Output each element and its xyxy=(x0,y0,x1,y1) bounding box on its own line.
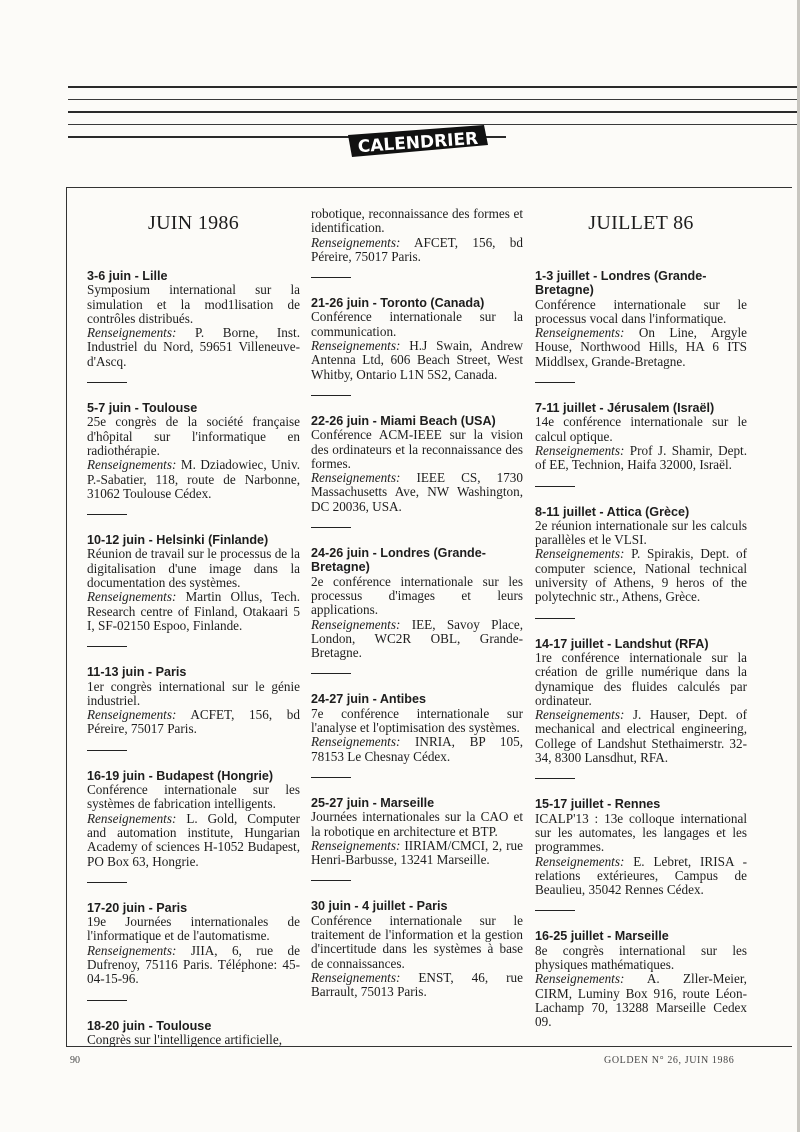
calendar-entry xyxy=(311,546,523,660)
calendar-entry xyxy=(87,901,300,987)
entry-title: 5-7 juin - Toulouse xyxy=(87,401,198,416)
entry-contact xyxy=(87,326,300,369)
entry-description: ICALP'13 : 13e colloque international sur les automates, les langages et les programmes. xyxy=(535,810,747,855)
entry-contact xyxy=(311,339,523,382)
entry-separator xyxy=(311,673,351,674)
entry-title: 24-26 juin - Londres (Grande-Bretagne) xyxy=(311,546,486,575)
entry-description: robotique, reconnaissance des formes et identification. xyxy=(311,206,523,236)
entry-title: 25-27 juin - Marseille xyxy=(311,795,435,810)
entry-contact xyxy=(311,618,523,661)
entry-separator xyxy=(87,882,127,883)
entry-title: 1-3 juillet - Londres (Grande-Bretagne) xyxy=(535,269,707,298)
contact-label: Renseignements: xyxy=(311,234,401,250)
contact-label: Renseignements: xyxy=(87,325,177,341)
entry-contact xyxy=(535,855,747,898)
entry-contact xyxy=(87,944,300,987)
entry-title: 22-26 juin - Miami Beach (USA) xyxy=(311,413,496,428)
entry-description: 7e conférence internationale sur l'analyse et l'optimisation des systèmes. xyxy=(311,705,523,736)
calendar-entry xyxy=(311,692,523,763)
month-heading: JUILLET 86 xyxy=(588,212,694,234)
contact-value: AFCET, 156, bd Péreire, 75017 Paris. xyxy=(311,234,523,264)
entry-contact xyxy=(87,458,300,501)
entry-description: Conférence internationale sur les systèmes de fabrication intelligents. xyxy=(87,782,300,812)
entry-title: 30 juin - 4 juillet - Paris xyxy=(311,899,448,914)
entry-description: Journées internationales sur la CAO et la robotique en architecture et BTP. xyxy=(311,809,523,839)
entry-description: 1er congrès international sur le génie industriel. xyxy=(87,678,300,708)
contact-label: Renseignements: xyxy=(311,969,401,985)
entry-contact xyxy=(87,708,300,737)
entry-description: Congrès sur l'intelligence artificielle, xyxy=(87,1031,282,1047)
contact-value: On Line, Argyle House, Northwood Hills, HA 6 ITS Middlsex, Grande-Bretagne. xyxy=(535,325,747,369)
entry-description: Conférence internationale sur le processus vocal dans l'informatique. xyxy=(535,296,747,326)
contact-label: Renseignements: xyxy=(311,616,401,632)
calendar-entry xyxy=(535,505,747,605)
calendar-entry xyxy=(311,899,523,999)
contact-label: Renseignements: xyxy=(87,589,177,605)
entry-title: 11-13 juin - Paris xyxy=(87,665,187,680)
entry-separator xyxy=(535,778,575,779)
event-list xyxy=(311,207,523,999)
contact-value: M. Dziadowiec, Univ. P.-Sabatier, 118, route de Narbonne, 31062 Toulouse Cédex. xyxy=(87,457,300,501)
calendar-entry xyxy=(87,1019,300,1048)
entry-contact xyxy=(311,735,523,764)
contact-value: L. Gold, Computer and automation institute, Hungarian Academy of sciences H-1052 Budapest, PO Box 63, Hongrie. xyxy=(87,810,300,869)
month-heading: JUIN 1986 xyxy=(147,212,240,234)
entry-title: 18-20 juin - Toulouse xyxy=(87,1018,212,1033)
entry-separator xyxy=(311,395,351,396)
entry-separator xyxy=(535,910,575,911)
entry-description: 14e conférence internationale sur le calcul optique. xyxy=(535,414,747,444)
entry-contact xyxy=(87,812,300,869)
page-number: 90 xyxy=(70,1055,80,1066)
event-list xyxy=(535,269,747,1029)
entry-title: 16-19 juin - Budapest (Hongrie) xyxy=(87,768,274,783)
contact-value: IEE, Savoy Place, London, WC2R OBL, Grande-Bretagne. xyxy=(311,616,524,661)
contact-label: Renseignements: xyxy=(87,457,177,473)
entry-title: 15-17 juillet - Rennes xyxy=(535,797,661,812)
entry-separator xyxy=(535,618,575,619)
entry-separator xyxy=(311,277,351,278)
calendar-entry xyxy=(87,401,300,501)
calendar-entry xyxy=(311,414,523,514)
contact-label: Renseignements: xyxy=(311,734,401,750)
entry-description: 19e Journées internationales de l'informatique et de l'automatisme. xyxy=(87,914,300,944)
calendar-entry xyxy=(535,401,747,472)
entry-separator xyxy=(311,777,351,778)
calendrier-banner xyxy=(342,121,492,161)
entry-contact xyxy=(535,547,747,604)
contact-label: Renseignements: xyxy=(311,837,401,853)
entry-separator xyxy=(87,646,127,647)
contact-label: Renseignements: xyxy=(87,810,177,826)
rule-line xyxy=(68,111,800,113)
column-july xyxy=(535,207,747,1029)
entry-separator xyxy=(87,750,127,751)
publication-footer: GOLDEN N° 26, JUIN 1986 xyxy=(604,1055,735,1066)
calendar-entry xyxy=(87,665,300,736)
contact-label: Renseignements: xyxy=(535,325,625,341)
entry-separator xyxy=(87,382,127,383)
banner-label: CALENDRIER xyxy=(357,128,479,158)
contact-label: Renseignements: xyxy=(535,546,625,562)
rule-line xyxy=(68,99,800,100)
contact-label: Renseignements: xyxy=(311,338,401,354)
contact-value: ENST, 46, rue Barrault, 75013 Paris. xyxy=(311,969,524,1000)
contact-label: Renseignements: xyxy=(87,707,177,723)
contact-value: H.J Swain, Andrew Antenna Ltd, 606 Beach Street, West Whitby, Ontario L1N 5S2, Canada. xyxy=(311,338,523,382)
calendar-entry xyxy=(87,269,300,369)
entry-title: 17-20 juin - Paris xyxy=(87,900,188,915)
entry-contact xyxy=(87,590,300,633)
contact-value: Prof J. Shamir, Dept. of EE, Technion, Haifa 32000, Israël. xyxy=(535,442,748,473)
entry-description: 1re conférence internationale sur la création de grille numérique dans la dynamique des fluides calculés par ordinateur. xyxy=(535,649,747,708)
contact-value: A. Zller-Meier, CIRM, Luminy Box 916, route Léon-Lachamp 70, 13288 Marseille Cedex 09. xyxy=(535,971,747,1030)
entry-separator xyxy=(87,514,127,515)
calendar-entry xyxy=(87,769,300,869)
entry-description: Conférence internationale sur la communication. xyxy=(311,309,523,339)
calendar-entry xyxy=(535,637,747,766)
calendar-entry xyxy=(535,929,747,1029)
entry-title: 16-25 juillet - Marseille xyxy=(535,929,669,944)
calendar-entry xyxy=(311,207,523,264)
entry-contact xyxy=(535,444,747,473)
calendar-entry xyxy=(311,296,523,382)
column-june xyxy=(87,207,300,1047)
contact-value: IEEE CS, 1730 Massachusetts Ave, NW Washington, DC 20036, USA. xyxy=(311,470,523,514)
calendar-entry xyxy=(87,533,300,633)
calendar-entry xyxy=(535,797,747,897)
contact-value: IIRIAM/CMCI, 2, rue Henri-Barbusse, 13241 Marseille. xyxy=(311,837,524,868)
entry-title: 3-6 juin - Lille xyxy=(87,269,168,283)
contact-value: J. Hauser, Dept. of mechanical and electrical engineering, College of Landshut Stethaimerstr. 32-34, 8300 Lansdhut, RFA. xyxy=(535,707,747,766)
entry-separator xyxy=(311,880,351,881)
entry-separator xyxy=(535,486,575,487)
contact-value: INRIA, BP 105, 78153 Le Chesnay Cédex. xyxy=(311,734,523,764)
entry-contact xyxy=(535,708,747,765)
entry-title: 21-26 juin - Toronto (Canada) xyxy=(311,296,485,311)
contact-value: JIIA, 6, rue de Dufrenoy, 75116 Paris. Téléphone: 45-04-15-96. xyxy=(87,942,300,987)
rule-line xyxy=(68,86,800,88)
entry-description: Conférence internationale sur le traitement de l'information et la gestion d'incertitude dans les systèmes à base de connaissances. xyxy=(311,912,523,971)
entry-title: 10-12 juin - Helsinki (Finlande) xyxy=(87,533,269,548)
entry-description: Symposium international sur la simulation et la mod1lisation de contrôles distribués. xyxy=(87,282,300,326)
entry-title: 24-27 juin - Antibes xyxy=(311,692,426,707)
entry-separator xyxy=(87,1000,127,1001)
entry-description: 8e congrès international sur les physiques mathématiques. xyxy=(535,942,747,972)
entry-contact xyxy=(311,471,523,514)
entry-contact xyxy=(311,839,523,868)
entry-contact xyxy=(535,972,747,1029)
entry-description: 25e congrès de la société française d'hôpital sur l'informatique en radiothérapie. xyxy=(87,414,300,458)
calendar-entry xyxy=(311,796,523,867)
contact-label: Renseignements: xyxy=(535,442,625,458)
entry-contact xyxy=(311,236,523,265)
entry-separator xyxy=(535,382,575,383)
event-list xyxy=(87,269,300,1047)
entry-description: Réunion de travail sur le processus de la digitalisation d'une image dans la documentation des systèmes. xyxy=(87,546,300,591)
calendar-entry xyxy=(535,269,747,369)
entry-separator xyxy=(311,527,351,528)
column-june-cont xyxy=(311,207,523,999)
contact-label: Renseignements: xyxy=(535,853,625,869)
contact-label: Renseignements: xyxy=(535,971,625,987)
entry-contact xyxy=(311,971,523,1000)
entry-contact xyxy=(535,326,747,369)
contact-value: E. Lebret, IRISA - relations extérieures, Campus de Beaulieu, 35042 Rennes Cédex. xyxy=(535,853,747,898)
entry-description: Conférence ACM-IEEE sur la vision des ordinateurs et la reconnaissance des formes. xyxy=(311,427,523,471)
entry-description: 2e réunion internationale sur les calculs parallèles et le VLSI. xyxy=(535,517,747,548)
entry-description: 2e conférence internationale sur les processus d'images et leurs applications. xyxy=(311,573,523,618)
contact-value: P. Borne, Inst. Industriel du Nord, 59651 Villeneuve-d'Ascq. xyxy=(87,325,300,369)
contact-value: P. Spirakis, Dept. of computer science, National technical university of Athens, 9 heros of the polytechnic str., Athens, Grèce. xyxy=(535,546,748,605)
contact-label: Renseignements: xyxy=(535,707,625,723)
contact-label: Renseignements: xyxy=(87,942,177,958)
entry-title: 8-11 juillet - Attica (Grèce) xyxy=(535,504,690,519)
contact-label: Renseignements: xyxy=(311,470,401,486)
contact-value: Martin Ollus, Tech. Research centre of Finland, Otakaari 5 I, SF-02150 Espoo, Finlande. xyxy=(87,589,300,633)
entry-title: 7-11 juillet - Jérusalem (Israël) xyxy=(535,401,715,416)
entry-title: 14-17 juillet - Landshut (RFA) xyxy=(535,636,709,651)
contact-value: ACFET, 156, bd Péreire, 75017 Paris. xyxy=(87,707,300,737)
